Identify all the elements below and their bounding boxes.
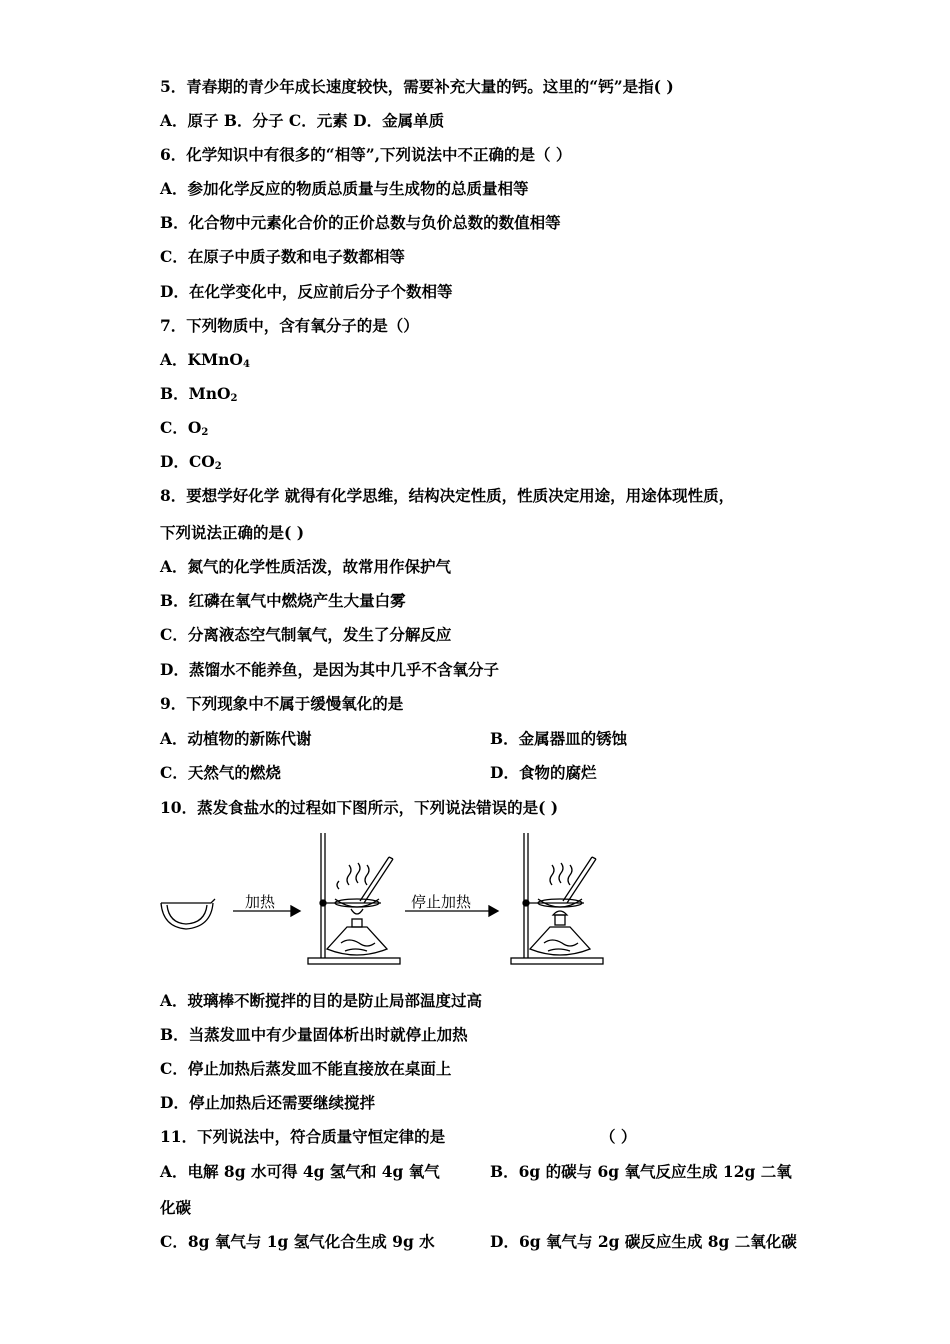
q8-option-c: C．分离液态空气制氧气，发生了分解反应: [160, 625, 452, 644]
q11-stem: 11．下列说法中，符合质量守恒定律的是: [160, 1127, 446, 1146]
q8-option-b: B．红磷在氧气中燃烧产生大量白雾: [160, 591, 406, 610]
q6-option-a: A．参加化学反应的物质总质量与生成物的总质量相等: [160, 179, 529, 198]
q10-option-c: C．停止加热后蒸发皿不能直接放在桌面上: [160, 1059, 452, 1078]
q10-option-b: B．当蒸发皿中有少量固体析出时就停止加热: [160, 1025, 468, 1044]
q7-stem: 7．下列物质中，含有氧分子的是（）: [160, 316, 419, 335]
q11-option-d: D．6g 氧气与 2g 碳反应生成 8g 二氧化碳: [490, 1232, 797, 1251]
q9-stem: 9．下列现象中不属于缓慢氧化的是: [160, 694, 404, 713]
q9-option-b: B．金属器皿的锈蚀: [490, 729, 628, 748]
q7-option-d: D．$CO_2$: [160, 452, 222, 472]
q6-option-c: C．在原子中质子数和电子数都相等: [160, 247, 405, 266]
q11-option-b: B．6g 的碳与 6g 氧气反应生成 12g 二氧: [490, 1162, 792, 1181]
q8-stem-line2: 下列说法正确的是( ): [160, 523, 305, 542]
arrow-label-heat: 加热: [245, 893, 276, 911]
q10-stem: 10．蒸发食盐水的过程如下图所示，下列说法错误的是( ): [160, 798, 559, 817]
q8-stem-line1: 8．要想学好化学 就得有化学思维，结构决定性质，性质决定用途，用途体现性质，: [160, 486, 735, 505]
arrow-label-stop-heat: 停止加热: [411, 893, 472, 911]
evaporation-figure: [155, 825, 615, 970]
heating-apparatus-icon: [308, 833, 400, 964]
q6-option-d: D．在化学变化中，反应前后分子个数相等: [160, 282, 453, 301]
q8-option-a: A．氮气的化学性质活泼，故常用作保护气: [160, 557, 452, 576]
evaporating-dish-icon: [161, 899, 215, 929]
q10-option-d: D．停止加热后还需要继续搅拌: [160, 1093, 375, 1112]
q11-answer-blank: （ ）: [600, 1127, 637, 1146]
q9-option-d: D．食物的腐烂: [490, 763, 597, 782]
q11-option-a: A．电解 8g 水可得 4g 氢气和 4g 氧气: [160, 1162, 440, 1181]
q7-option-b: B．MnO$_2$: [160, 384, 238, 404]
q11-option-c: C．8g 氧气与 1g 氢气化合生成 9g 水: [160, 1232, 435, 1251]
q11-option-b-cont: 化碳: [160, 1198, 192, 1217]
q9-option-a: A．动植物的新陈代谢: [160, 729, 312, 748]
q9-option-c: C．天然气的燃烧: [160, 763, 281, 782]
q7-option-a: A．KMnO$_4$: [160, 350, 250, 370]
q5-options: A．原子 B．分子 C．元素 D．金属单质: [160, 111, 445, 130]
q8-option-d: D．蒸馏水不能养鱼，是因为其中几乎不含氧分子: [160, 660, 499, 679]
q5-stem: 5．青春期的青少年成长速度较快，需要补充大量的钙。这里的“钙”是指( ): [160, 77, 674, 96]
q6-option-b: B．化合物中元素化合价的正价总数与负价总数的数值相等: [160, 213, 561, 232]
stopped-apparatus-icon: [511, 833, 603, 964]
q7-option-c: C．$O_2$: [160, 418, 209, 438]
q6-stem: 6．化学知识中有很多的“相等”,下列说法中不正确的是（ ）: [160, 145, 572, 164]
q10-option-a: A．玻璃棒不断搅拌的目的是防止局部温度过高: [160, 991, 483, 1010]
